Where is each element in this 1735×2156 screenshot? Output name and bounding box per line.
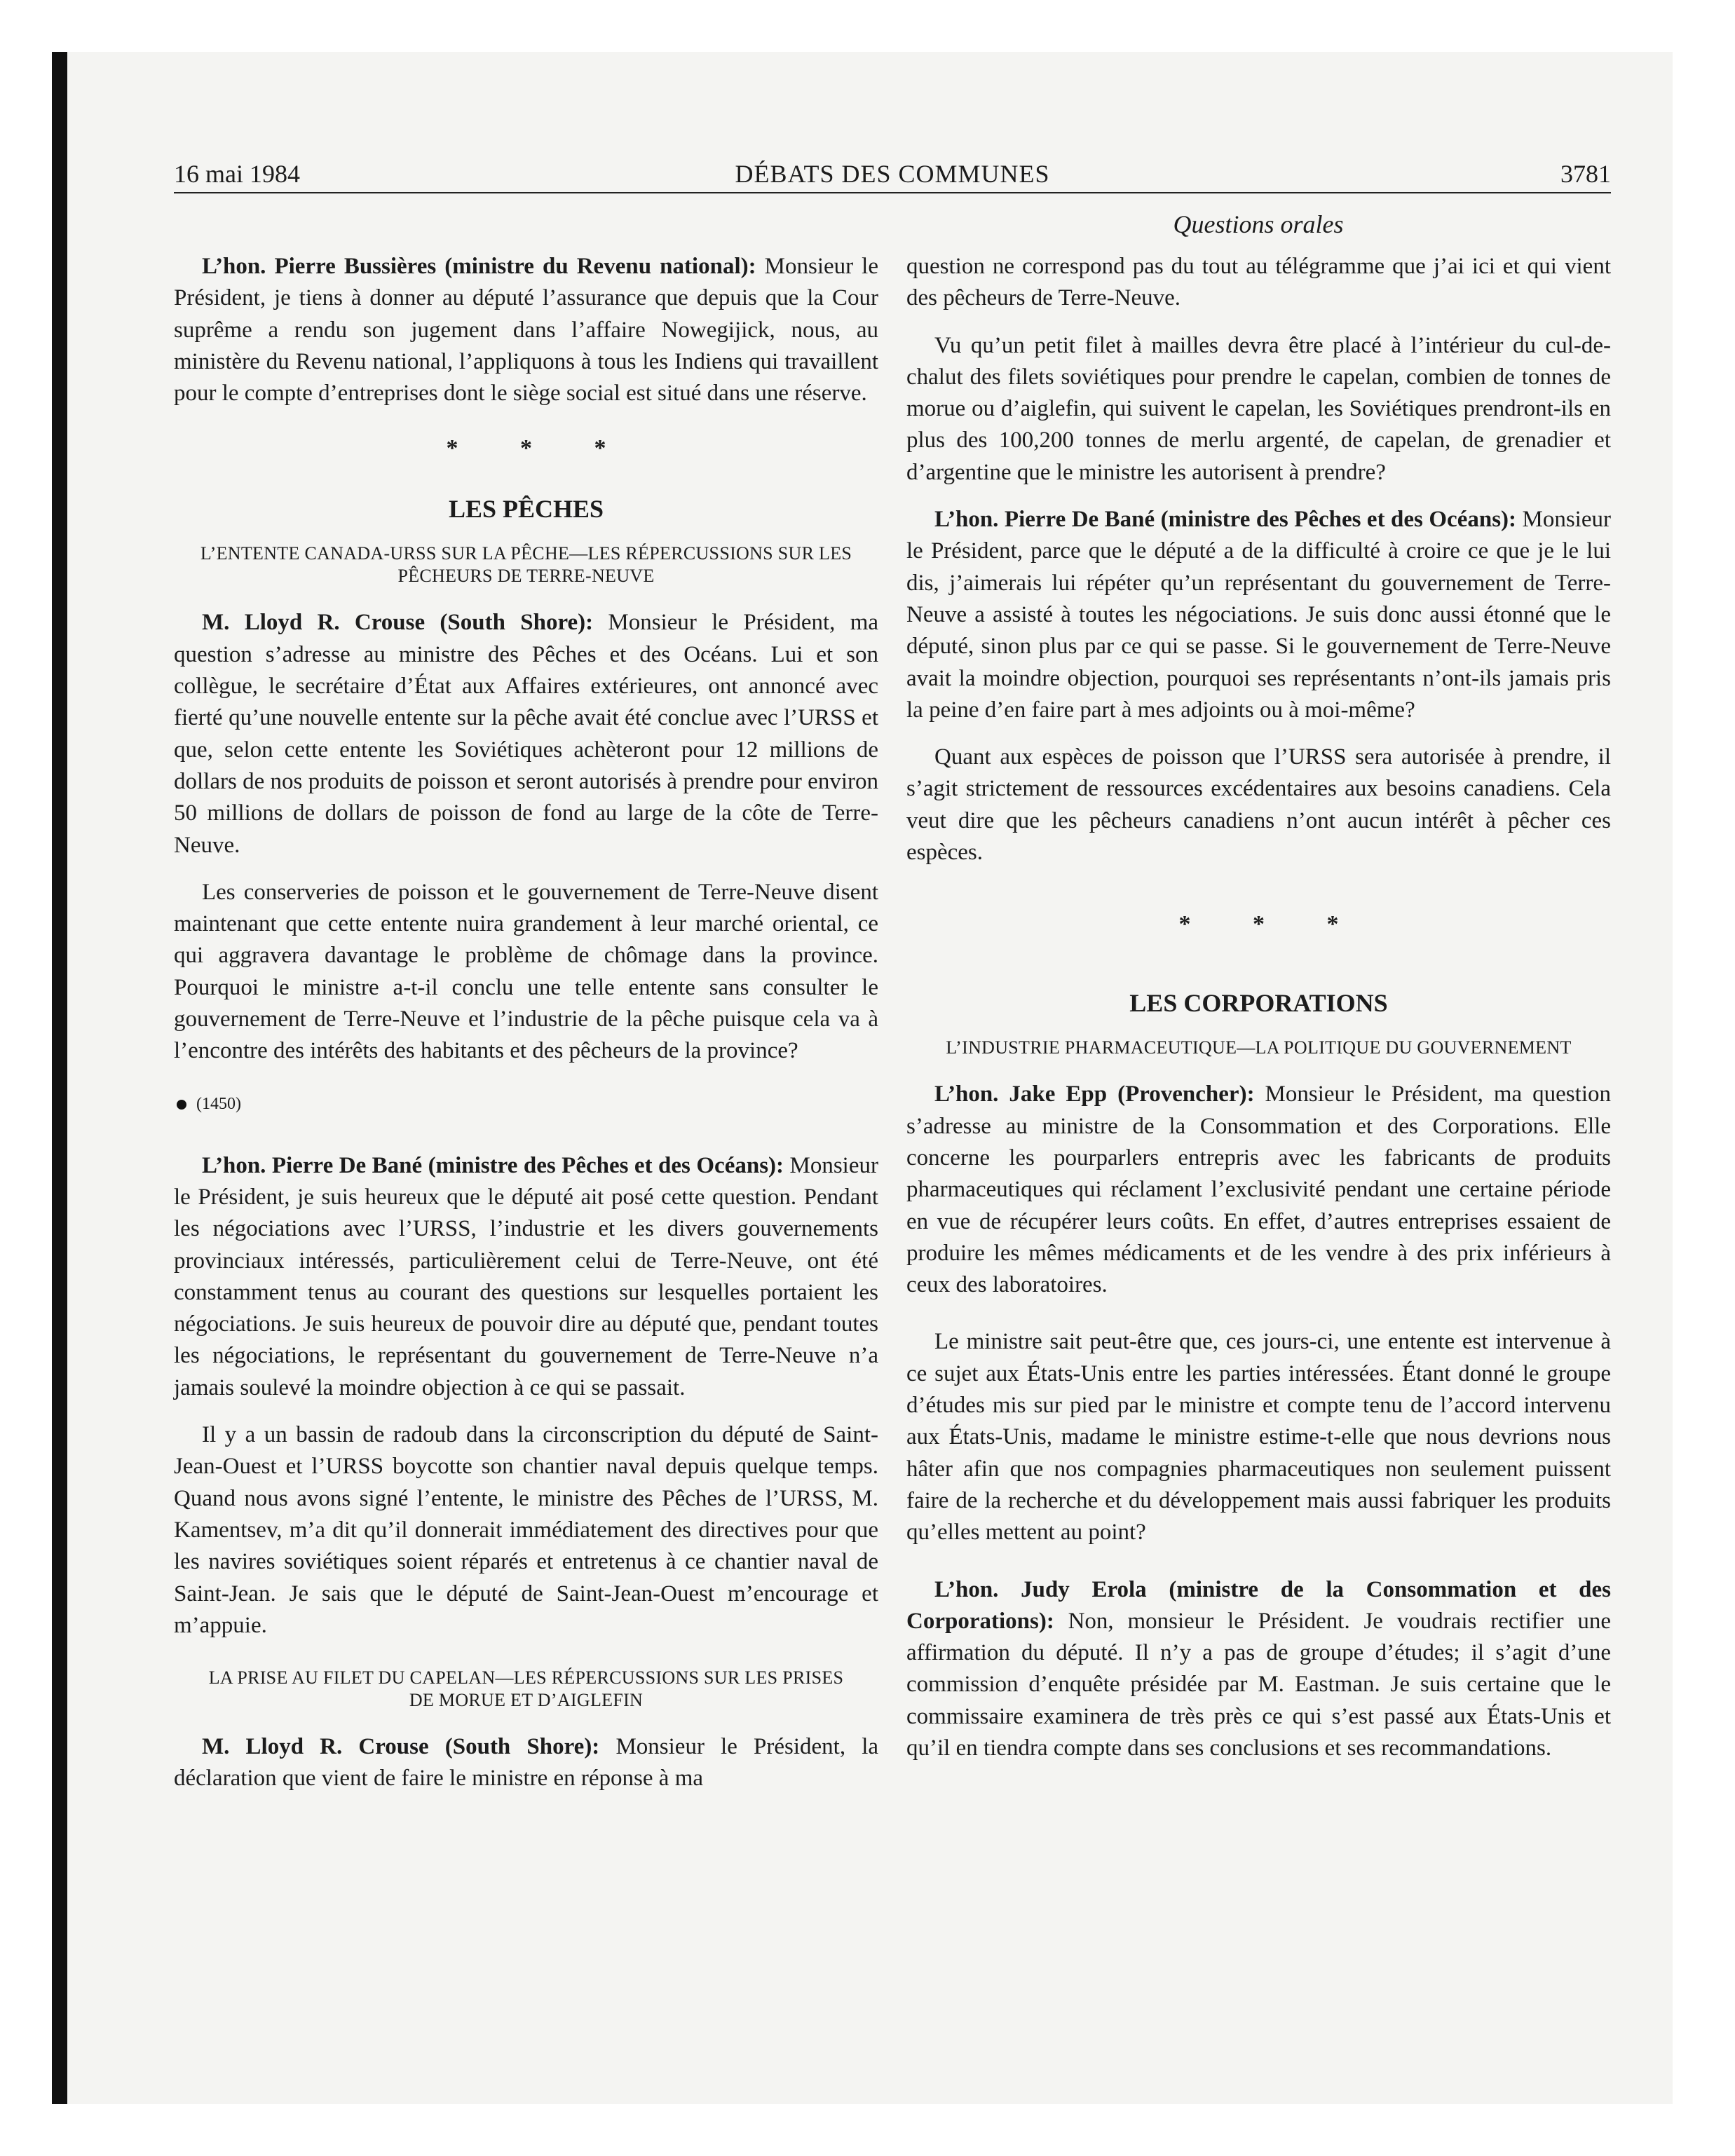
paragraph-text: Monsieur le Président, je tiens à donner au député l’assurance que depuis que la Cour suprême a rendu son jugement dans l’affaire Nowegijick, nous, au ministère du Revenu national, l’appliquons à tous les Indiens qui travaillent pour le compte d’entreprises dont le siège social est situé dans une réserve. [174, 254, 878, 407]
paragraph: Le ministre sait peut-être que, ces jours-ci, une entente est intervenue à ce sujet aux États-Unis entre les parties intéressées. Étant donné le groupe d’études mis sur pied par le ministre et compte tenu de l’accord intervenu aux États-Unis, madame le ministre estime-t-elle que nous devrions nous hâter afin que nos compagnies pharmaceutiques non seulement puissent faire de la recherche et du développement mais aussi fabriquer les produits qu’elles mettent au point? [906, 1329, 1611, 1546]
subheading: L’ENTENTE CANADA-URSS SUR LA PÊCHE—LES RÉPERCUSSIONS SUR LES PÊCHEURS DE TERRE-NEUVE [200, 543, 852, 587]
paragraph [906, 1574, 1611, 1765]
speaker-name: M. Lloyd R. Crouse (South Shore): [202, 1734, 600, 1760]
right-column [906, 251, 1611, 1789]
paragraph [174, 251, 878, 409]
paragraph: question ne correspond pas du tout au télégramme que j’ai ici et qui vient des pêcheurs de Terre-Neuve. [906, 254, 1611, 311]
page-number: 3781 [1560, 160, 1611, 188]
subheading: LA PRISE AU FILET DU CAPELAN—LES RÉPERCUSSIONS SUR LES PRISES DE MORUE ET D’AIGLEFIN [208, 1667, 844, 1711]
left-column [174, 251, 878, 1820]
paragraph-text: Monsieur le Président, la déclaration que vient de faire le ministre en réponse à ma [174, 1734, 879, 1792]
paragraph-text: Monsieur le Président, ma question s’adresse au ministre des Pêches et des Océans. Lui et son collègue, le secrétaire d’État aux Affaires extérieures, ont annoncé avec fierté qu’une nouvelle entente sur la pêche avait été conclue avec l’URSS et que, selon cette entente les Soviétiques achèteront pour 12 millions de dollars de nos produits de poisson et seront autorisés à prendre pour environ 50 millions de dollars de poisson de fond au large de la côte de Terre-Neuve. [174, 610, 879, 858]
section-heading: LES PÊCHES [448, 495, 604, 524]
paragraph-text: Monsieur le Président, ma question s’adresse au ministre de la Consommation et des Corporations. Elle concerne les pourparlers entrepris avec les fabricants de produits pharmaceutiques qui réclament l’exclusivité pendant une certaine période en vue de récupérer leurs coûts. En effet, d’autres entreprises essaient de produire les mêmes médicaments et de les vendre à des prix inférieurs à ceux des laboratoires. [906, 1082, 1611, 1298]
paragraph-text: Non, monsieur le Président. Je voudrais rectifier une affirmation du député. Il n’y a pas de groupe d’études; il s’agit d’une commission d’enquête présidée par M. Eastman. Je suis certaine que le commissaire examinera de très près ce qui s’est passé aux États-Unis et qu’il en tiendra compte dans ses conclusions et ses recommandations. [906, 1608, 1611, 1761]
speaker-name: L’hon. Pierre De Bané (ministre des Pêches et des Océans): [934, 507, 1517, 533]
header-title: DÉBATS DES COMMUNES [735, 160, 1050, 188]
paragraph [906, 504, 1611, 726]
header-rule [174, 192, 1611, 193]
paragraph [174, 607, 878, 861]
paragraph [174, 1731, 878, 1795]
timestamp-text: (1450) [196, 1094, 241, 1113]
paragraph [174, 1150, 878, 1404]
paragraph: Les conserveries de poisson et le gouvernement de Terre-Neuve disent maintenant que cette entente nuira grandement à leur marché oriental, ce qui aggravera davantage le problème de chômage dans la province. Pourquoi le ministre a-t-il conclu une telle entente sans consulter le gouvernement de Terre-Neuve et l’industrie de la pêche puisque cela va à l’encontre des intérêts des habitants et des pêcheurs de la province? [174, 879, 878, 1064]
bullet-icon [177, 1100, 186, 1110]
speaker-name: M. Lloyd R. Crouse (South Shore): [202, 610, 594, 636]
paragraph-text: Monsieur le Président, parce que le député a de la difficulté à croire ce que je le lui dis, j’aimerais lui répéter qu’un représentant du gouvernement de Terre-Neuve a assisté à toutes les négociations. Je suis donc aussi étonné que le député, sinon plus par ce qui se passe. Si le gouvernement de Terre-Neuve avait la moindre objection, pourquoi ses représentants n’ont-ils jamais pris la peine d’en faire part à mes adjoints ou à moi-même? [906, 507, 1611, 723]
speaker-name: L’hon. Pierre Bussières (ministre du Revenu national): [202, 254, 756, 279]
section-separator: * * * [446, 435, 634, 462]
speaker-name: L’hon. Jake Epp (Provencher): [934, 1082, 1255, 1107]
scan-border [52, 52, 67, 2104]
section-separator: * * * [1178, 911, 1367, 938]
paragraph [906, 1079, 1611, 1301]
header-date: 16 mai 1984 [174, 160, 300, 188]
paragraph-text: Monsieur le Président, je suis heureux que le député ait posé cette question. Pendant les négociations avec l’URSS, l’industrie et les divers gouvernements provinciaux intéressés, particulièrement celui de Terre-Neuve, ont été constamment tenus au courant des questions sur lesquelles portaient les négociations. Je suis heureux de pouvoir dire au député que, pendant toutes les négociations, le représentant du gouvernement de Terre-Neuve n’a jamais soulevé la moindre objection à ce qui se passait. [174, 1152, 878, 1400]
section-running-title: Questions orales [1173, 210, 1344, 238]
paragraph: Vu qu’un petit filet à mailles devra être placé à l’intérieur du cul-de-chalut des filets soviétiques pour prendre le capelan, combien de tonnes de morue ou d’aiglefin, qui suivent le capelan, les Soviétiques prendront-ils en plus des 100,200 tonnes de merlu argenté, de capelan, de grenadier et d’argentine que le ministre les autorisent à prendre? [906, 332, 1611, 485]
running-header [174, 157, 1611, 191]
paragraph: Il y a un bassin de radoub dans la circonscription du député de Saint-Jean-Ouest et l’URSS boycotte son chantier naval depuis quelque temps. Quand nous avons signé l’entente, le ministre des Pêches de l’URSS, M. Kamentsev, m’a dit qu’il donnerait immédiatement des directives pour que les navires soviétiques soient réparés et entretenus à ce chantier naval de Saint-Jean. Je sais que le député de Saint-Jean-Ouest m’encourage et m’appuie. [174, 1422, 878, 1638]
speaker-name: L’hon. Pierre De Bané (ministre des Pêches et des Océans): [202, 1152, 784, 1178]
timestamp [174, 1093, 878, 1115]
subheading: L’INDUSTRIE PHARMACEUTIQUE—LA POLITIQUE DU GOUVERNEMENT [946, 1037, 1572, 1058]
section-heading: LES CORPORATIONS [1129, 989, 1388, 1018]
paragraph: Quant aux espèces de poisson que l’URSS sera autorisée à prendre, il s’agit strictement de ressources excédentaires aux besoins canadiens. Cela veut dire que les pêcheurs canadiens n’ont aucun intérêt à pêcher ces espèces. [906, 744, 1611, 866]
speaker-name: L’hon. Judy Erola (ministre de la Consommation et des Corporations): [906, 1576, 1611, 1634]
